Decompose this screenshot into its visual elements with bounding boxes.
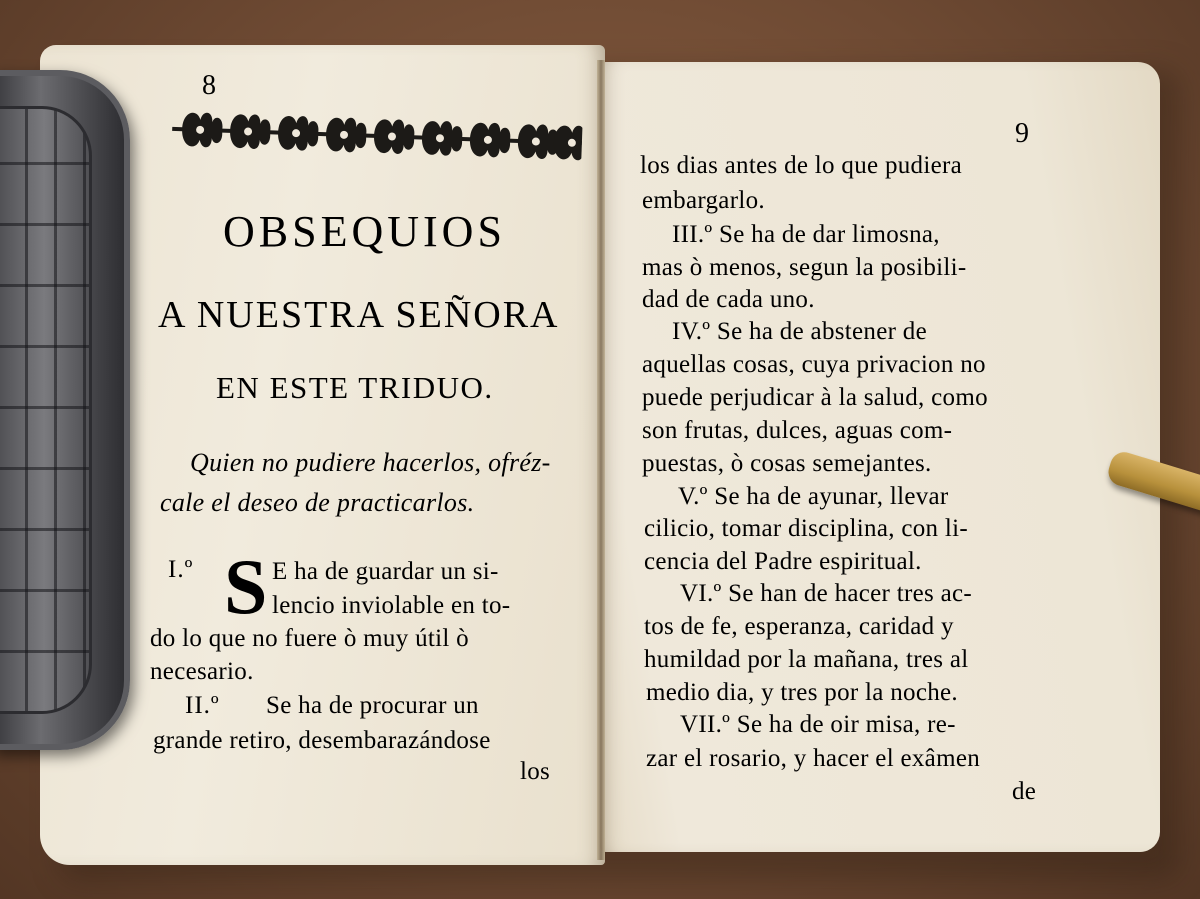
item-1-line-3: do lo que no fuere ò muy útil ò xyxy=(150,625,469,652)
right-line-12: cilicio, tomar disciplina, con li- xyxy=(644,515,969,542)
right-line-6: IV.º Se ha de abstener de xyxy=(672,318,927,345)
right-line-1: los dias antes de lo que pudiera xyxy=(640,152,963,179)
book-gutter xyxy=(597,60,605,860)
note-line-2: cale el deseo de practicarlos. xyxy=(160,488,475,517)
title-line-2: A NUESTRA SEÑORA xyxy=(158,294,560,336)
item-2-line-1: Se ha de procurar un xyxy=(266,692,479,719)
right-line-2: embargarlo. xyxy=(642,187,765,214)
right-line-5: dad de cada uno. xyxy=(642,286,815,313)
right-line-7: aquellas cosas, cuya privacion no xyxy=(642,351,986,378)
item-1-line-1: E ha de guardar un si- xyxy=(272,558,499,585)
right-line-9: son frutas, dulces, aguas com- xyxy=(642,417,953,444)
item-1-numeral: I.º xyxy=(168,556,194,583)
catchword-right: de xyxy=(1012,778,1037,805)
right-line-3: III.º Se ha de dar limosna, xyxy=(672,221,940,248)
right-line-15: tos de fe, esperanza, caridad y xyxy=(644,613,954,640)
metal-clasp xyxy=(0,70,130,750)
item-2-numeral: II.º xyxy=(185,692,220,719)
item-2-line-2: grande retiro, desembarazándose xyxy=(153,727,491,754)
title-line-1: OBSEQUIOS xyxy=(223,207,506,256)
right-line-11: V.º Se ha de ayunar, llevar xyxy=(678,483,949,510)
right-line-16: humildad por la mañana, tres al xyxy=(644,646,969,673)
catchword-left: los xyxy=(520,758,551,785)
item-1-line-2: lencio inviolable en to- xyxy=(272,592,511,619)
clasp-engraving xyxy=(0,106,92,714)
right-line-8: puede perjudicar à la salud, como xyxy=(642,384,988,411)
page-number-left: 8 xyxy=(202,70,216,101)
page-number-right: 9 xyxy=(1015,118,1029,149)
right-line-19: zar el rosario, y hacer el exâmen xyxy=(646,745,981,772)
title-line-3: EN ESTE TRIDUO. xyxy=(216,370,494,405)
right-line-13: cencia del Padre espiritual. xyxy=(644,548,922,575)
note-line-1: Quien no pudiere hacerlos, ofréz- xyxy=(190,448,551,477)
right-line-17: medio dia, y tres por la noche. xyxy=(646,679,958,706)
right-line-18: VII.º Se ha de oir misa, re- xyxy=(680,711,956,738)
right-line-4: mas ò menos, segun la posibili- xyxy=(642,254,967,281)
item-1-line-4: necesario. xyxy=(150,658,254,685)
right-line-10: puestas, ò cosas semejantes. xyxy=(642,450,932,477)
drop-cap: S xyxy=(224,543,268,630)
right-line-14: VI.º Se han de hacer tres ac- xyxy=(680,580,973,607)
